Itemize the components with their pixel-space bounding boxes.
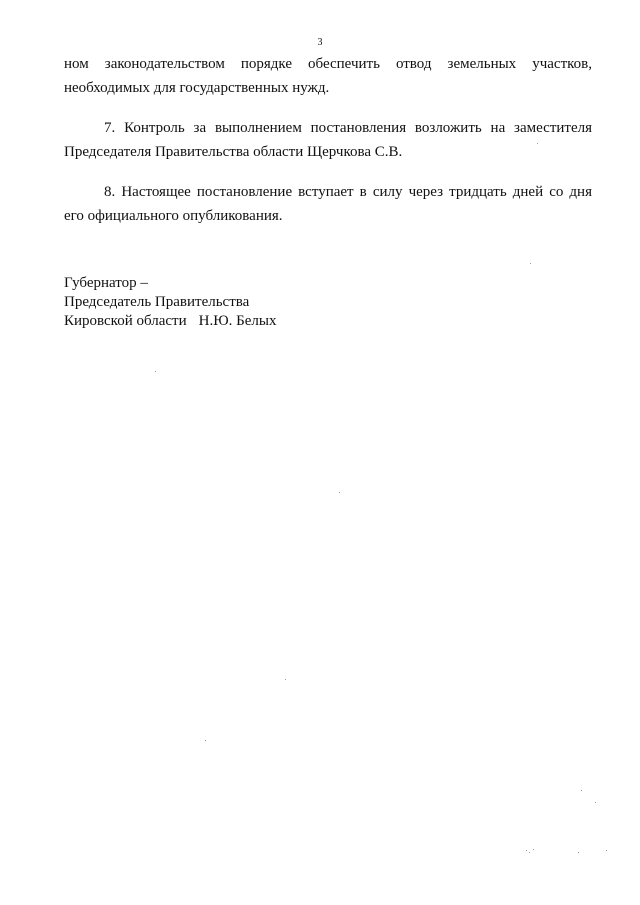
scan-speck xyxy=(533,849,534,850)
scan-speck xyxy=(526,850,527,851)
scan-speck xyxy=(529,852,530,853)
paragraph-continuation: ном законодательством порядке обеспечить отвод земельных участков, необходимых для государственных нужд. xyxy=(64,56,592,96)
signature-name: Н.Ю. Белых xyxy=(198,313,277,329)
scan-speck xyxy=(595,802,596,803)
signature-title-line-1: Губернатор – xyxy=(64,275,148,291)
scan-speck xyxy=(205,740,206,741)
page-number: 3 xyxy=(317,37,323,48)
scan-speck xyxy=(530,263,531,264)
signature-region: Кировской области xyxy=(64,313,187,329)
scan-speck xyxy=(578,852,579,853)
scan-speck xyxy=(285,679,286,680)
paragraph-gap xyxy=(64,100,592,116)
paragraph-8: 8. Настоящее постановление вступает в силу через тридцать дней со дня его официального опубликования. xyxy=(64,184,592,224)
document-body xyxy=(64,52,592,228)
signature-block xyxy=(64,274,276,331)
paragraph-7: 7. Контроль за выполнением постановления возложить на заместителя Председателя Правительства области Щерчкова С.В. xyxy=(64,120,592,160)
signature-title-line-2: Председатель Правительства xyxy=(64,294,250,310)
scan-speck xyxy=(606,850,607,851)
signature-title-line-3 xyxy=(64,312,276,331)
paragraph-gap xyxy=(64,164,592,180)
scan-speck xyxy=(581,790,582,791)
scan-speck xyxy=(537,143,538,144)
scan-speck xyxy=(155,371,156,372)
scan-speck xyxy=(339,492,340,493)
